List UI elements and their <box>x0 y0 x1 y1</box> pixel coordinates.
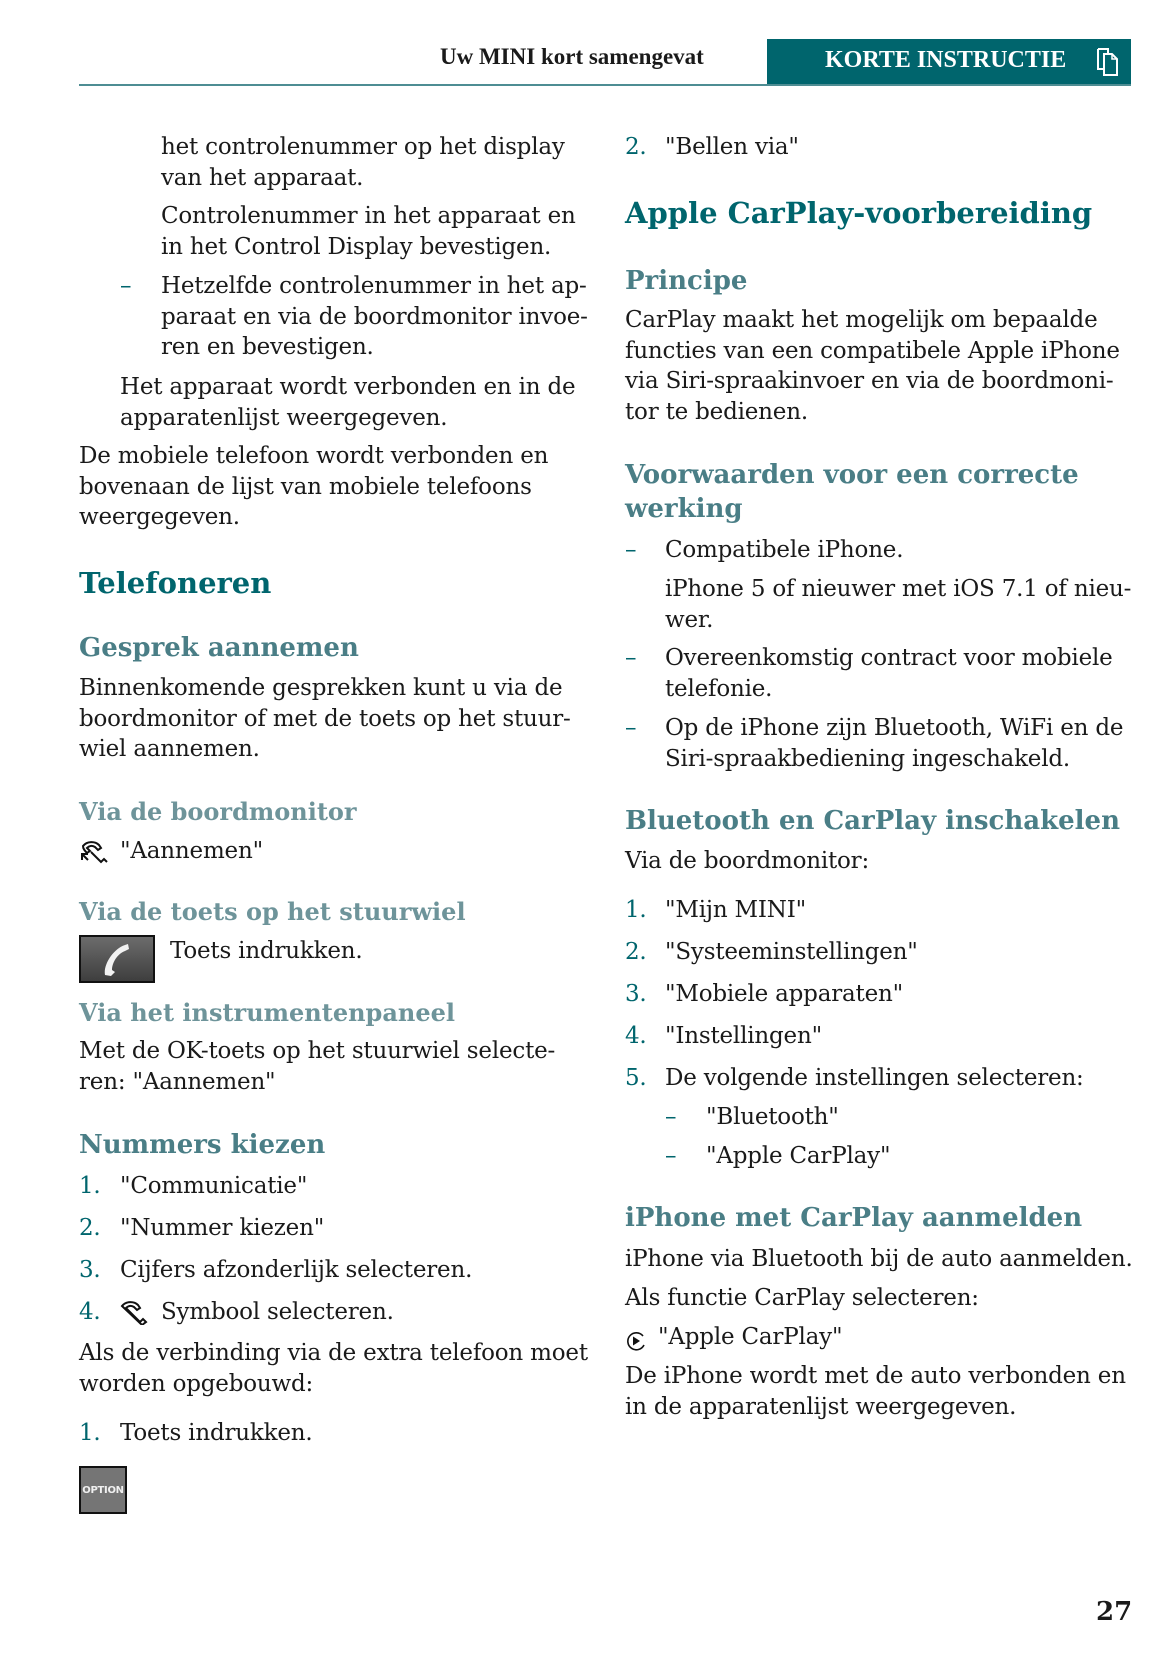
heading-via-toets: Via de toets op het stuurwiel <box>79 897 466 926</box>
text-line: weergegeven. <box>79 504 240 531</box>
dash-list-item <box>625 713 1145 774</box>
step-text: "Nummer kiezen" <box>120 1215 325 1241</box>
chapter-label: KORTE INSTRUCTIE <box>825 47 1067 73</box>
text-line: Siri-spraakbediening ingeschakeld. <box>665 745 1071 772</box>
aannemen-label: "Aannemen" <box>120 838 263 864</box>
dash-list-item <box>625 643 1145 704</box>
step-text: Toets indrukken. <box>120 1420 313 1446</box>
step-number: 4. <box>625 1023 647 1049</box>
text-line: in de apparatenlijst weergegeven. <box>625 1393 1017 1420</box>
heading-gesprek-aannemen: Gesprek aannemen <box>79 633 359 663</box>
heading-line: Voorwaarden voor een correcte <box>625 460 1079 490</box>
list-item <box>79 1171 308 1202</box>
text-line: Compatibele iPhone. <box>665 537 904 563</box>
heading-principe: Principe <box>625 266 748 296</box>
step-number: 2. <box>625 939 647 965</box>
text-line: in het Control Display bevestigen. <box>161 233 552 260</box>
aanmelden-line: Als functie CarPlay selecteren: <box>625 1285 979 1311</box>
text-line: CarPlay maakt het mogelijk om bepaalde <box>625 307 1098 333</box>
sub-list-item <box>665 1102 839 1133</box>
heading-line: werking <box>625 494 743 524</box>
text-line: Met de OK-toets op het stuurwiel selecte- <box>79 1038 556 1064</box>
list-item <box>79 1297 394 1328</box>
chapter-tab[interactable] <box>767 39 1131 85</box>
heading-nummers-kiezen: Nummers kiezen <box>79 1130 326 1160</box>
list-item <box>79 1418 313 1449</box>
text-line: ren en bevestigen. <box>161 334 374 361</box>
toets-indrukken-text: Toets indrukken. <box>170 938 363 964</box>
text-line: Op de iPhone zijn Bluetooth, WiFi en de <box>665 715 1124 741</box>
play-circle-icon <box>625 1330 647 1352</box>
phone-dial-icon <box>120 1301 148 1325</box>
text-line: het controlenummer op het display <box>161 134 565 160</box>
aanmelden-line: iPhone via Bluetooth bij de auto aanmelden. <box>625 1246 1133 1272</box>
connected-paragraph <box>120 372 575 433</box>
list-item <box>625 937 918 968</box>
continued-paragraph <box>161 132 565 193</box>
heading-apple-carplay: Apple CarPlay-voorbereiding <box>625 196 1093 230</box>
dash-list-item <box>625 535 1145 566</box>
heading-bluetooth-carplay: Bluetooth en CarPlay inschakelen <box>625 806 1121 836</box>
step-number: 3. <box>79 1257 101 1283</box>
text-line: paraat en via de boordmonitor invoe- <box>161 303 588 330</box>
sub-item-text: "Bluetooth" <box>706 1104 839 1130</box>
dash-bullet: – <box>665 1104 677 1130</box>
list-item <box>79 1213 325 1244</box>
steering-wheel-phone-button[interactable] <box>79 935 155 983</box>
text-line: ren: "Aannemen" <box>79 1068 276 1095</box>
text-line: De iPhone wordt met de auto verbonden en <box>625 1363 1126 1389</box>
extra-paragraph <box>79 1338 588 1399</box>
dash-bullet: – <box>625 645 637 671</box>
section-title: Uw MINI kort samengevat <box>440 44 704 69</box>
final-paragraph <box>625 1361 1126 1422</box>
dash-bullet: – <box>625 537 637 563</box>
principe-paragraph <box>625 305 1120 428</box>
list-item <box>625 979 903 1010</box>
step-text: De volgende instellingen selecteren: <box>665 1065 1084 1091</box>
text-line: Als de verbinding via de extra telefoon moet <box>79 1340 588 1366</box>
step-text: "Bellen via" <box>665 134 799 160</box>
text-line: boordmonitor of met de toets op het stuur- <box>79 705 571 732</box>
text-line: via Siri-spraakinvoer en via de boordmoni- <box>625 368 1114 395</box>
step-number: 5. <box>625 1065 647 1091</box>
apple-carplay-label: "Apple CarPlay" <box>658 1324 843 1350</box>
step-text: Symbool selecteren. <box>161 1299 394 1325</box>
aannemen-row <box>79 836 263 867</box>
bt-intro: Via de boordmonitor: <box>625 848 870 874</box>
heading-via-boordmonitor: Via de boordmonitor <box>79 797 357 826</box>
text-line: telefonie. <box>665 675 773 702</box>
text-line: wer. <box>665 606 714 633</box>
step-text: "Mobiele apparaten" <box>665 981 903 1007</box>
step-text: "Instellingen" <box>665 1023 822 1049</box>
step-number: 3. <box>625 981 647 1007</box>
text-line: worden opgebouwd: <box>79 1370 314 1397</box>
heading-telefoneren: Telefoneren <box>79 566 272 600</box>
dash-bullet: – <box>625 715 637 741</box>
text-line: apparatenlijst weergegeven. <box>120 404 448 431</box>
text-line: Het apparaat wordt verbonden en in de <box>120 374 576 400</box>
dash-list-item <box>120 271 600 363</box>
iphone-note <box>665 574 1131 635</box>
dash-bullet: – <box>120 273 132 299</box>
text-line: bovenaan de lijst van mobiele telefoons <box>79 473 532 500</box>
step-text: "Systeeminstellingen" <box>665 939 918 965</box>
heading-iphone-aanmelden: iPhone met CarPlay aanmelden <box>625 1203 1083 1233</box>
step-text: "Communicatie" <box>120 1173 308 1199</box>
step-text: Cijfers afzonderlijk selecteren. <box>120 1257 473 1283</box>
handset-icon <box>81 937 153 981</box>
text-line: van het apparaat. <box>161 164 364 191</box>
page-number: 27 <box>1096 1597 1133 1627</box>
text-line: Overeenkomstig contract voor mobiele <box>665 645 1113 671</box>
list-item <box>625 1021 822 1052</box>
sub-list-item <box>665 1141 890 1172</box>
step-number: 4. <box>79 1299 101 1325</box>
header-divider <box>79 84 1131 86</box>
sub-item-text: "Apple CarPlay" <box>706 1143 891 1169</box>
text-line: tor te bedienen. <box>625 399 808 426</box>
list-item <box>79 1255 473 1286</box>
option-button[interactable]: OPTION <box>79 1466 127 1514</box>
step-number: 2. <box>79 1215 101 1241</box>
apple-carplay-row <box>625 1322 842 1353</box>
phone-accept-icon <box>79 840 109 866</box>
step-number: 1. <box>625 897 647 923</box>
step-number: 1. <box>79 1420 101 1446</box>
list-item <box>625 1063 1084 1094</box>
text-line: iPhone 5 of nieuwer met iOS 7.1 of nieu- <box>665 576 1132 602</box>
text-line: Controlenummer in het apparaat en <box>161 203 576 229</box>
text-line: wiel aannemen. <box>79 736 260 763</box>
quick-reference-pages-icon <box>1095 47 1121 77</box>
step-number: 1. <box>79 1173 101 1199</box>
gesprek-paragraph <box>79 673 571 765</box>
heading-via-instrumentenpaneel: Via het instrumentenpaneel <box>79 998 455 1027</box>
step-text: "Mijn MINI" <box>665 897 806 923</box>
dash-bullet: – <box>665 1143 677 1169</box>
step-number: 2. <box>625 134 647 160</box>
list-item <box>625 132 799 163</box>
confirm-paragraph <box>161 201 576 262</box>
text-line: De mobiele telefoon wordt verbonden en <box>79 443 549 469</box>
mobile-paragraph <box>79 441 548 533</box>
text-line: functies van een compatibele Apple iPhone <box>625 337 1120 364</box>
text-line: Binnenkomende gesprekken kunt u via de <box>79 675 563 701</box>
list-item <box>625 895 806 926</box>
heading-voorwaarden <box>625 458 1079 526</box>
ok-paragraph <box>79 1036 555 1097</box>
text-line: Hetzelfde controlenummer in het ap- <box>161 273 587 299</box>
